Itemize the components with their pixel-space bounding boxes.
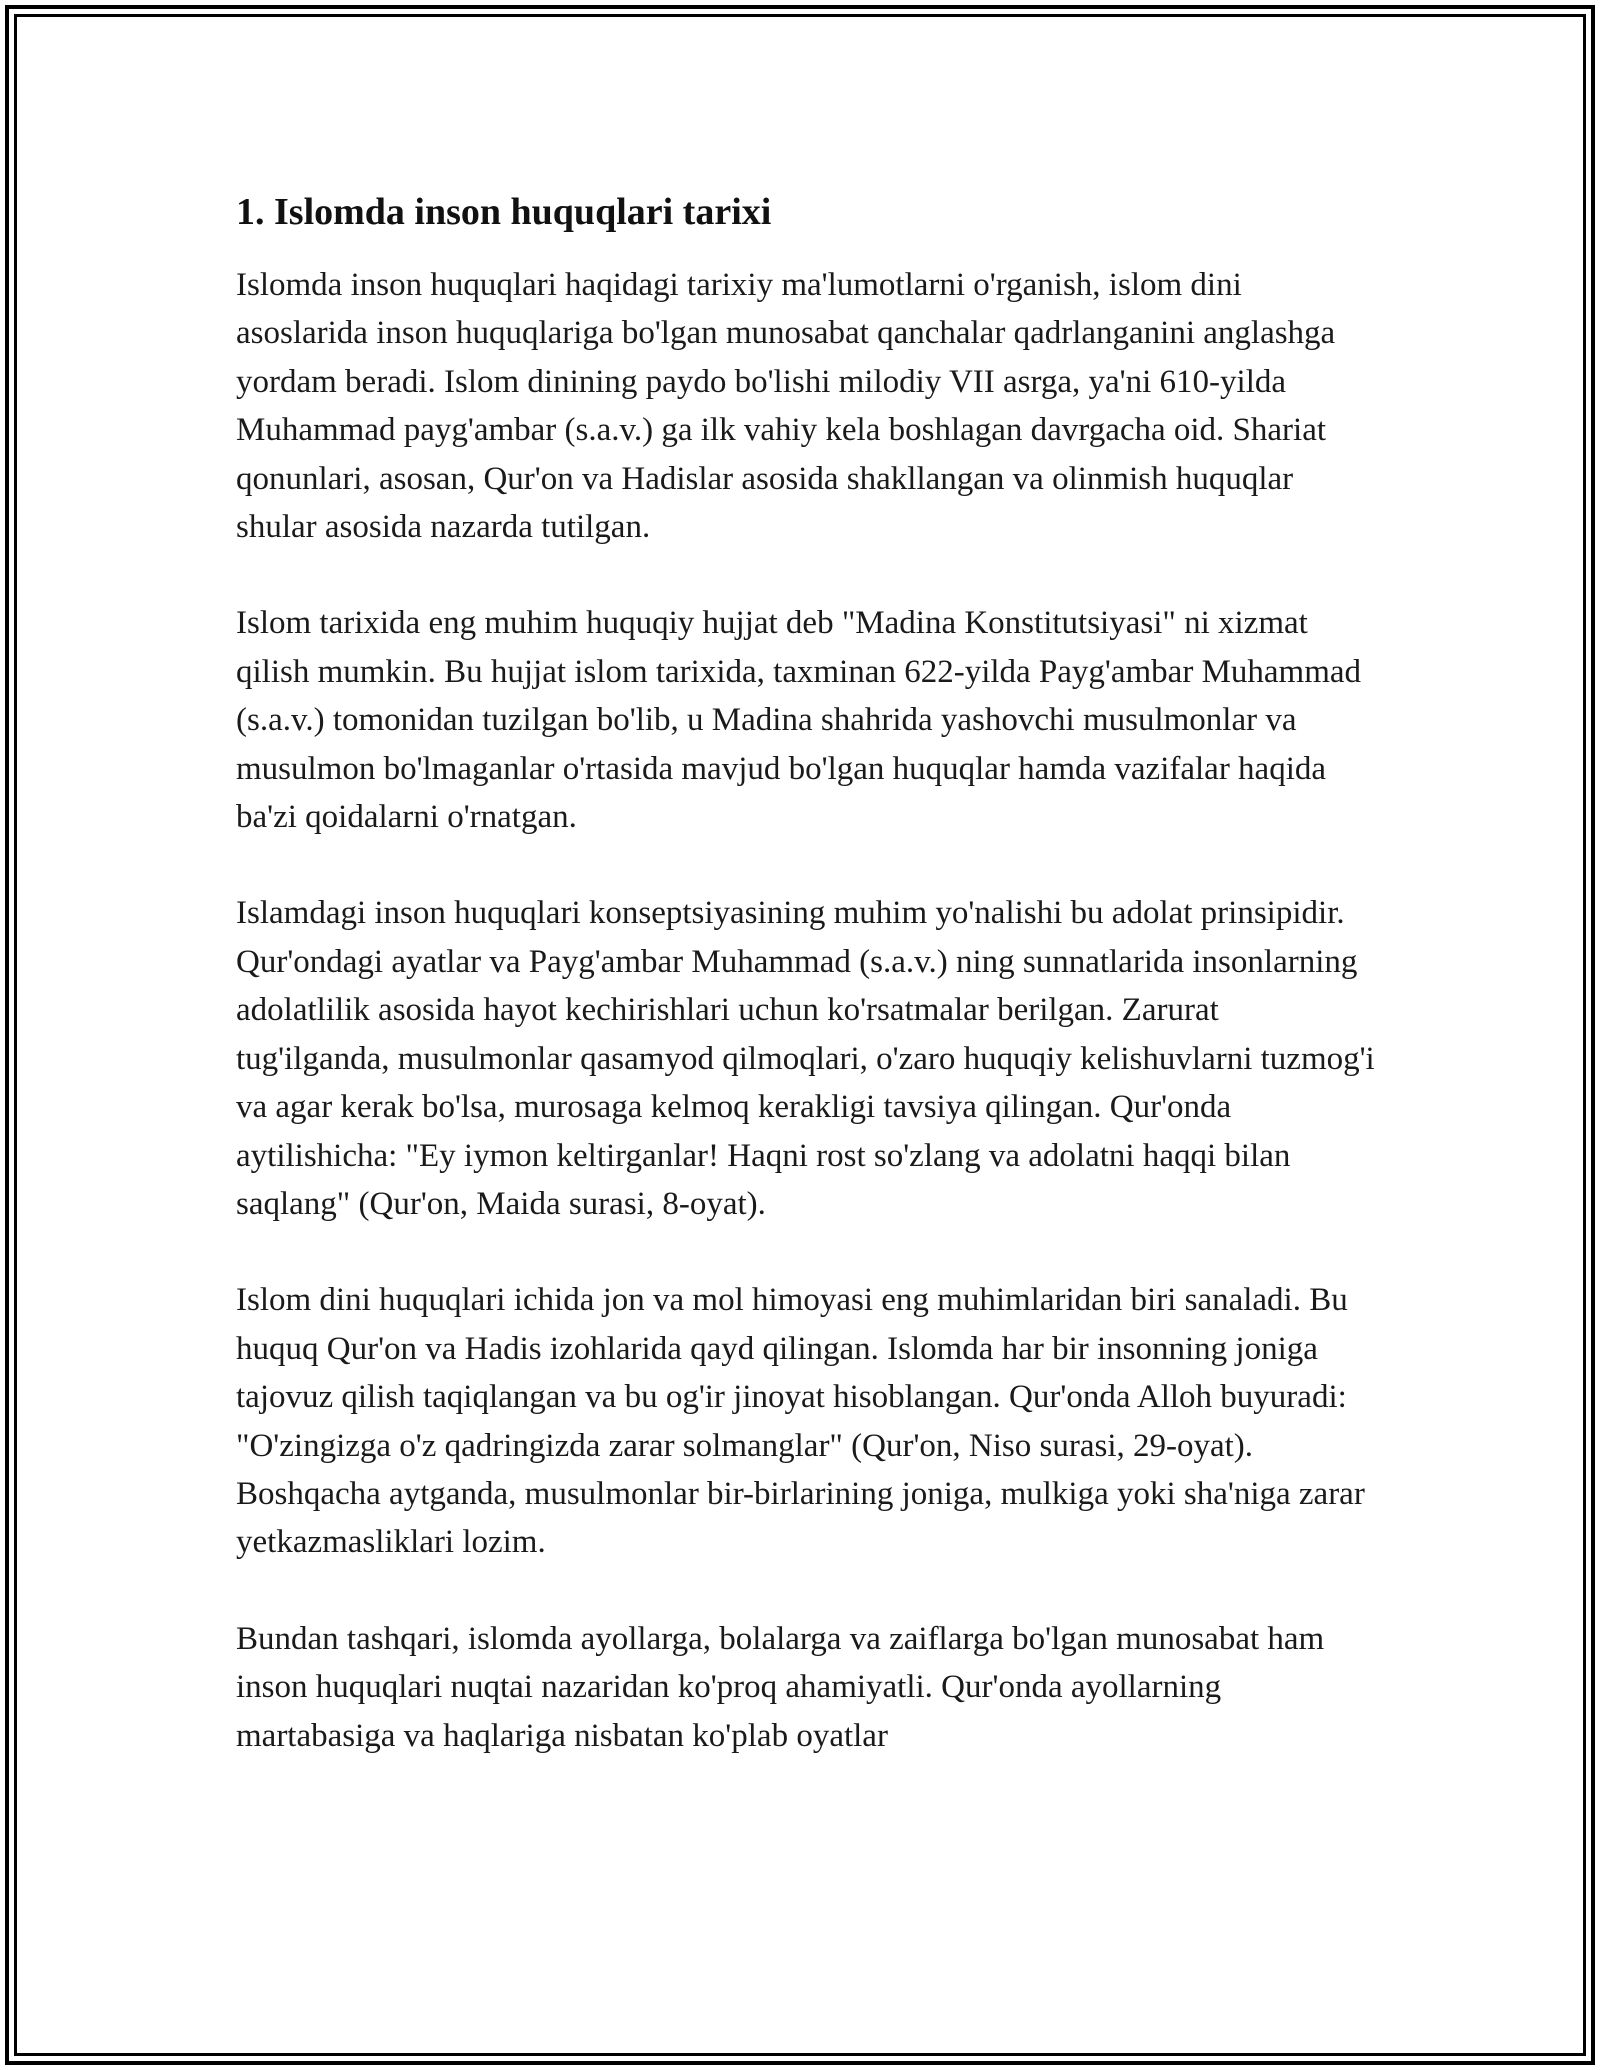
paragraph-2: Islom tarixida eng muhim huquqiy hujjat deb "Madina Konstitutsiyasi" ni xizmat qilish mumkin. Bu hujjat islom tarixida, taxminan 622-yilda Payg'ambar Muhammad (s.a.v.) tomonidan tuzilgan bo'lib, u Madina shahrida yashovchi musulmonlar va musulmon bo'lmaganlar o'rtasida mavjud bo'lgan huquqlar hamda vazifalar haqida ba'zi qoidalarni o'rnatgan. <box>236 605 1362 836</box>
document-body <box>236 185 1376 1808</box>
section-heading: 1. Islomda inson huquqlari tarixi <box>236 191 772 233</box>
paragraph-5: Bundan tashqari, islomda ayollarga, bolalarga va zaiflarga bo'lgan munosabat ham inson huquqlari nuqtai nazaridan ko'proq ahamiyatli. Qur'onda ayollarning martabasiga va haqlariga nisbatan ko'plab oyatlar <box>236 1620 1325 1754</box>
paragraph-1: Islomda inson huquqlari haqidagi tarixiy ma'lumotlarni o'rganish, islom dini asoslarida inson huquqlariga bo'lgan munosabat qanchalar qadrlanganini anglashga yordam beradi. Islom dinining paydo bo'lishi milodiy VII asrga, ya'ni 610-yilda Muhammad payg'ambar (s.a.v.) ga ilk vahiy kela boshlagan davrgacha oid. Shariat qonunlari, asosan, Qur'on va Hadislar asosida shakllangan va olinmish huquqlar shular asosida nazarda tutilgan. <box>236 267 1336 546</box>
paragraph-4: Islom dini huquqlari ichida jon va mol himoyasi eng muhimlaridan biri sanaladi. Bu huquq Qur'on va Hadis izohlarida qayd qilingan. Islomda har bir insonning joniga tajovuz qilish taqiqlangan va bu og'ir jinoyat hisoblangan. Qur'onda Alloh buyuradi: "O'zingizga o'z qadringizda zarar solmanglar" (Qur'on, Niso surasi, 29-oyat). Boshqacha aytganda, musulmonlar bir-birlarining joniga, mulkiga yoki sha'niga zarar yetkazmasliklari lozim. <box>236 1282 1365 1561</box>
paragraph-3: Islamdagi inson huquqlari konseptsiyasining muhim yo'nalishi bu adolat prinsipidir. Qur'ondagi ayatlar va Payg'ambar Muhammad (s.a.v.) ning sunnatlarida insonlarning adolatlilik asosida hayot kechirishlari uchun ko'rsatmalar berilgan. Zarurat tug'ilganda, musulmonlar qasamyod qilmoqlari, o'zaro huquqiy kelishuvlarni tuzmog'i va agar kerak bo'lsa, murosaga kelmoq kerakligi tavsiya qilingan. Qur'onda aytilishicha: "Ey iymon keltirganlar! Haqni rost so'zlang va adolatni haqqi bilan saqlang" (Qur'on, Maida surasi, 8-oyat). <box>236 895 1375 1222</box>
